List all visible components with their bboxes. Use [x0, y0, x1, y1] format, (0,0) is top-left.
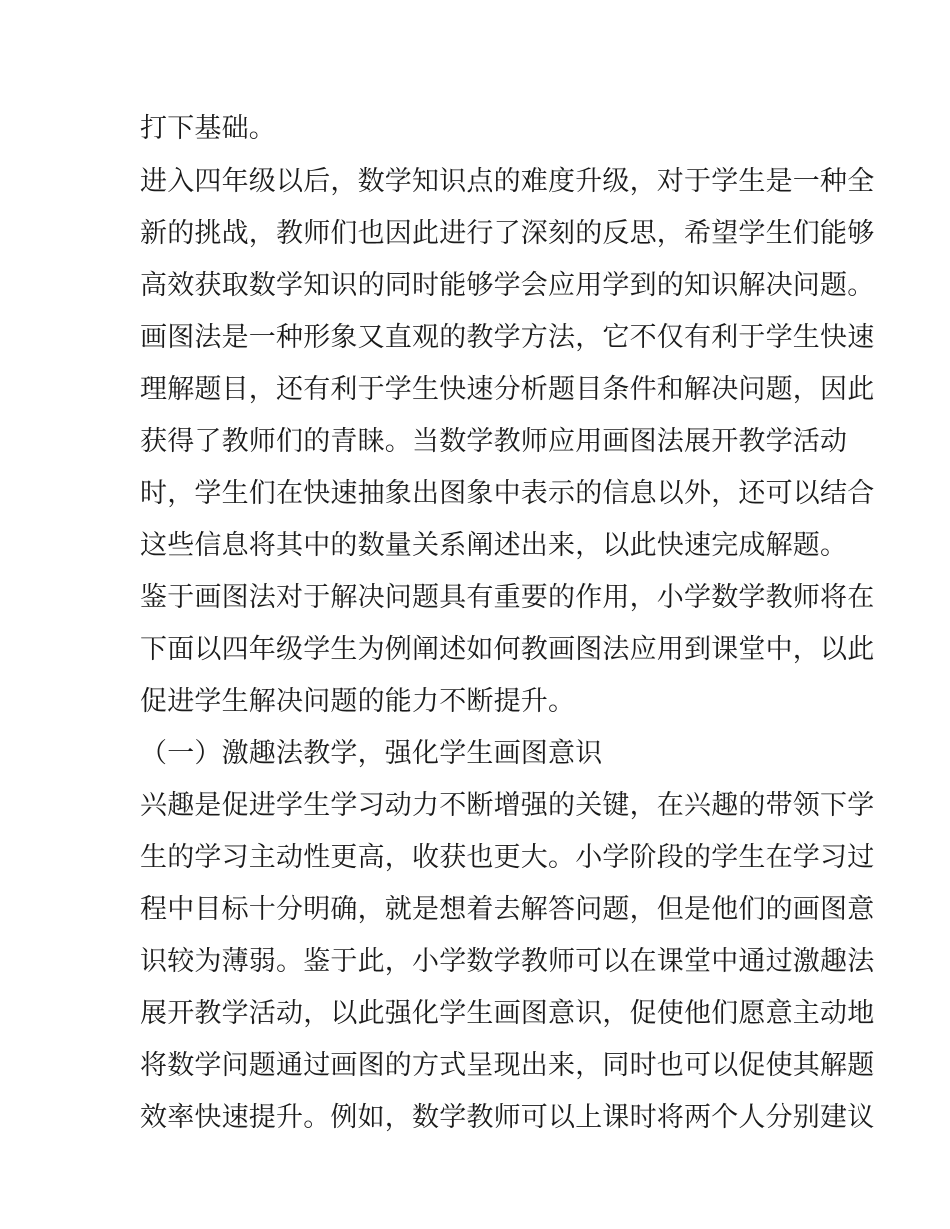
- text-line: 下面以四年级学生为例阐述如何教画图法应用到课堂中，以此: [140, 634, 875, 665]
- text-line: 展开教学活动，以此强化学生画图意识，促使他们愿意主动地: [140, 998, 875, 1029]
- section-heading: （一）激趣法教学，强化学生画图意识: [140, 738, 603, 769]
- text-line: 打下基础。: [140, 113, 276, 144]
- text-line: 这些信息将其中的数量关系阐述出来，以此快速完成解题。: [140, 530, 848, 561]
- text-line: 新的挑战，教师们也因此进行了深刻的反思，希望学生们能够: [140, 218, 875, 249]
- text-line: 理解题目，还有利于学生快速分析题目条件和解决问题，因此: [140, 374, 875, 405]
- text-line: 高效获取数学知识的同时能够学会应用学到的知识解决问题。: [140, 270, 875, 301]
- text-line: 程中目标十分明确，就是想着去解答问题，但是他们的画图意: [140, 894, 875, 925]
- text-line: 获得了教师们的青睐。当数学教师应用画图法展开教学活动: [140, 426, 848, 457]
- text-line: 效率快速提升。例如，数学教师可以上课时将两个人分别建议: [140, 1102, 875, 1133]
- text-line: 识较为薄弱。鉴于此，小学数学教师可以在课堂中通过激趣法: [140, 946, 875, 977]
- text-line: 画图法是一种形象又直观的教学方法，它不仅有利于学生快速: [140, 322, 875, 353]
- text-line: 促进学生解决问题的能力不断提升。: [140, 686, 576, 717]
- text-line: 生的学习主动性更高，收获也更大。小学阶段的学生在学习过: [140, 842, 875, 873]
- text-line: 时，学生们在快速抽象出图象中表示的信息以外，还可以结合: [140, 478, 875, 509]
- text-line: 鉴于画图法对于解决问题具有重要的作用，小学数学教师将在: [140, 582, 875, 613]
- text-line: 兴趣是促进学生学习动力不断增强的关键，在兴趣的带领下学: [140, 790, 875, 821]
- text-line: 将数学问题通过画图的方式呈现出来，同时也可以促使其解题: [140, 1050, 875, 1081]
- text-line: 进入四年级以后，数学知识点的难度升级，对于学生是一种全: [140, 166, 875, 197]
